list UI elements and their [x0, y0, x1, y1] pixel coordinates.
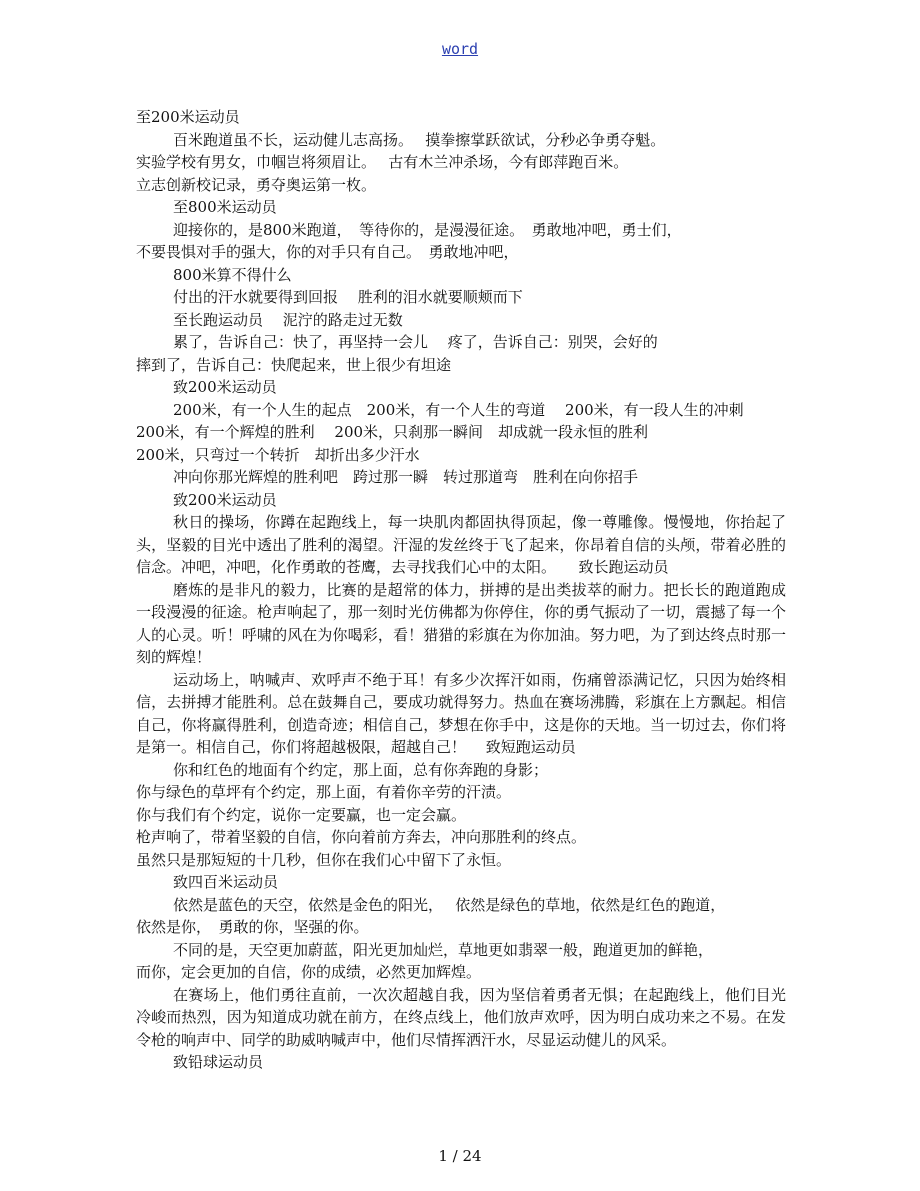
text-line: 至200米运动员	[136, 108, 240, 126]
text-line: 800米算不得什么	[173, 265, 292, 284]
document-body	[136, 106, 786, 1074]
text-line: 迎接你的，是800米跑道， 等待你的，是漫漫征途。 勇敢地冲吧，勇士们，	[173, 220, 682, 239]
text-line: 不要畏惧对手的强大，你的对手只有自己。 勇敢地冲吧，	[136, 243, 519, 261]
text-line: 磨炼的是非凡的毅力，比赛的是超常的体力，拼搏的是出类拔萃的耐力。把长长的跑道跑成一段漫漫的征途。枪声响起了，那一刻时光仿佛都为你停住，你的勇气振动了一切，震撼了每一个人的心灵。听！呼啸的风在为你喝彩，看！猎猎的彩旗在为你加油。努力吧，为了到达终点时那一刻的辉煌！	[136, 580, 786, 666]
text-line: 运动场上，呐喊声、欢呼声不绝于耳！有多少次挥汗如雨，伤痛曾添满记忆，只因为始终相信，去拼搏才能胜利。总在鼓舞自己，要成功就得努力。热血在赛场沸腾，彩旗在上方飘起。相信自己，你将赢得胜利，创造奇迹；相信自己，梦想在你手中，这是你的天地。当一切过去，你们将是第一。相信自己，你们将超越极限，超越自己！ 致短跑运动员	[136, 670, 786, 756]
text-line: 至800米运动员	[173, 198, 277, 216]
text-line: 枪声响了，带着坚毅的自信，你向着前方奔去，冲向那胜利的终点。	[136, 828, 587, 846]
text-line: 致200米运动员	[173, 490, 277, 509]
text-line: 200米，有一个人生的起点 200米，有一个人生的弯道 200米，有一段人生的冲刺	[173, 400, 744, 419]
text-line: 立志创新校记录，勇夺奥运第一枚。	[136, 175, 377, 194]
text-line: 在赛场上，他们勇往直前，一次次超越自我，因为坚信着勇者无惧；在起跑线上，他们目光冷峻而热烈，因为知道成功就在前方，在终点线上，他们放声欢呼，因为明白成功来之不易。在发令枪的响声中、同学的助威呐喊声中，他们尽情挥洒汗水，尽显运动健儿的风采。	[136, 985, 786, 1049]
text-line: 你和红色的地面有个约定，那上面，总有你奔跑的身影；	[173, 760, 549, 779]
text-line: 依然是蓝色的天空，依然是金色的阳光， 依然是绿色的草地，依然是红色的跑道，	[173, 895, 726, 914]
text-line: 200米，有一个辉煌的胜利 200米，只刹那一瞬间 却成就一段永恒的胜利	[136, 423, 649, 441]
text-line: 依然是你， 勇敢的你，坚强的你。	[136, 918, 369, 936]
header-word-link[interactable]: word	[441, 40, 479, 58]
text-line: 不同的是，天空更加蔚蓝，阳光更加灿烂，草地更如翡翠一般，跑道更加的鲜艳，	[173, 940, 714, 959]
text-line: 虽然只是那短短的十几秒，但你在我们心中留下了永恒。	[136, 850, 512, 869]
text-line: 致200米运动员	[173, 378, 277, 396]
text-line: 致四百米运动员	[173, 873, 279, 891]
text-line: 200米，只弯过一个转折 却折出多少汗水	[136, 445, 420, 464]
text-line: 秋日的操场，你蹲在起跑线上，每一块肌肉都固执得顶起，像一尊雕像。慢慢地，你抬起了头，坚毅的目光中透出了胜利的渴望。汗湿的发丝终于飞了起来，你昂着自信的头颅，带着必胜的信念。冲吧，冲吧，化作勇敢的苍鹰，去寻找我们心中的太阳。 致长跑运动员	[136, 513, 786, 576]
page-header	[0, 40, 920, 58]
text-line: 摔到了，告诉自己：快爬起来，世上很少有坦途	[136, 355, 452, 374]
text-line: 累了，告诉自己：快了，再坚持一会儿 疼了，告诉自己：别哭，会好的	[173, 333, 658, 351]
text-line: 实验学校有男女，巾帼岂将须眉让。 古有木兰冲杀场，今有郎萍跑百米。	[136, 153, 629, 171]
text-line: 致铅球运动员	[173, 1053, 264, 1071]
text-line: 你与我们有个约定，说你一定要赢，也一定会赢。	[136, 805, 467, 824]
text-line: 百米跑道虽不长，运动健儿志高扬。 摸拳擦掌跃欲试，分秒必争勇夺魁。	[173, 130, 666, 149]
text-line: 至长跑运动员 泥泞的路走过无数	[173, 310, 403, 329]
text-line: 冲向你那光辉煌的胜利吧 跨过那一瞬 转过那道弯 胜利在向你招手	[173, 468, 639, 486]
text-line: 而你，定会更加的自信，你的成绩，必然更加辉煌。	[136, 963, 482, 981]
page-number: 1 / 24	[438, 1147, 482, 1165]
text-line: 付出的汗水就要得到回报 胜利的泪水就要顺颊而下	[173, 288, 523, 306]
text-line: 你与绿色的草坪有个约定，那上面，有着你辛劳的汗渍。	[136, 783, 512, 801]
